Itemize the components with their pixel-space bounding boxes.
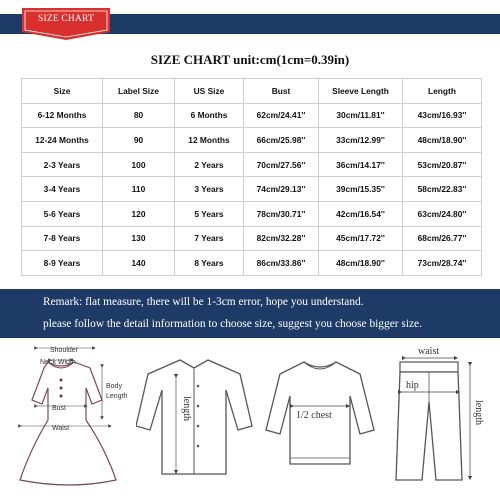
column-header: Sleeve Length <box>319 79 403 104</box>
body-length-label: Length <box>106 393 128 400</box>
table-cell: 12-24 Months <box>22 128 103 153</box>
table-cell: 73cm/28.74'' <box>403 251 482 276</box>
pants-illustration <box>378 340 498 498</box>
table-row <box>22 226 482 251</box>
table-cell: 86cm/33.86'' <box>244 251 319 276</box>
table-row <box>22 128 482 153</box>
table-cell: 58cm/22.83'' <box>403 177 482 202</box>
pants-hip-label: hip <box>406 380 419 391</box>
half-chest-label: 1/2 chest <box>296 410 332 421</box>
table-row <box>22 103 482 128</box>
table-cell: 140 <box>103 251 175 276</box>
column-header: Label Size <box>103 79 175 104</box>
table-cell: 70cm/27.56'' <box>244 152 319 177</box>
table-cell: 6 Months <box>175 103 244 128</box>
body-label: Body <box>106 383 122 390</box>
table-cell: 82cm/32.28'' <box>244 226 319 251</box>
table-cell: 66cm/25.98'' <box>244 128 319 153</box>
table-cell: 5-6 Years <box>22 201 103 226</box>
pants-length-label: length <box>473 400 484 425</box>
table-cell: 74cm/29.13'' <box>244 177 319 202</box>
sweater-illustration <box>264 340 376 498</box>
table-row <box>22 251 482 276</box>
table-cell: 8 Years <box>175 251 244 276</box>
table-cell: 110 <box>103 177 175 202</box>
neck-width-label: Neck Width <box>40 359 76 366</box>
table-cell: 68cm/26.77'' <box>403 226 482 251</box>
pants-waist-label: waist <box>418 346 440 357</box>
table-cell: 3-4 Years <box>22 177 103 202</box>
table-cell: 90 <box>103 128 175 153</box>
table-header-row <box>22 79 482 104</box>
table-row <box>22 152 482 177</box>
column-header: Bust <box>244 79 319 104</box>
table-cell: 7-8 Years <box>22 226 103 251</box>
column-header: Size <box>22 79 103 104</box>
table-row <box>22 201 482 226</box>
table-cell: 7 Years <box>175 226 244 251</box>
table-cell: 130 <box>103 226 175 251</box>
table-cell: 100 <box>103 152 175 177</box>
shirt-illustration <box>136 340 264 498</box>
table-cell: 6-12 Months <box>22 103 103 128</box>
table-cell: 48cm/18.90'' <box>319 251 403 276</box>
table-cell: 39cm/15.35'' <box>319 177 403 202</box>
bust-label: Bust <box>52 405 67 412</box>
table-cell: 48cm/18.90'' <box>403 128 482 153</box>
table-cell: 2-3 Years <box>22 152 103 177</box>
chart-title: SIZE CHART unit:cm(1cm=0.39in) <box>150 52 350 67</box>
table-cell: 43cm/16.93'' <box>403 103 482 128</box>
table-cell: 53cm/20.87'' <box>403 152 482 177</box>
table-cell: 8-9 Years <box>22 251 103 276</box>
column-header: Length <box>403 79 482 104</box>
table-cell: 3 Years <box>175 177 244 202</box>
table-cell: 33cm/12.99'' <box>319 128 403 153</box>
table-cell: 5 Years <box>175 201 244 226</box>
table-cell: 120 <box>103 201 175 226</box>
table-cell: 30cm/11.81'' <box>319 103 403 128</box>
shoulder-label: Shoulder <box>50 347 79 354</box>
table-cell: 80 <box>103 103 175 128</box>
table-cell: 42cm/16.54'' <box>319 201 403 226</box>
shirt-length-label: length <box>181 396 192 421</box>
waist-label: Waist <box>52 425 70 432</box>
size-table <box>21 78 482 276</box>
remark-line-1: Remark: flat measure, there will be 1-3cm error, hope you understand. <box>43 296 364 308</box>
remark-line-2: please follow the detail information to choose size, suggest you choose bigger size. <box>43 318 422 330</box>
ribbon-label: SIZE CHART <box>37 14 95 24</box>
table-cell: 45cm/17.72'' <box>319 226 403 251</box>
table-cell: 62cm/24.41'' <box>244 103 319 128</box>
table-cell: 12 Months <box>175 128 244 153</box>
table-cell: 36cm/14.17'' <box>319 152 403 177</box>
table-cell: 2 Years <box>175 152 244 177</box>
table-row <box>22 177 482 202</box>
table-cell: 78cm/30.71'' <box>244 201 319 226</box>
size-chart-ribbon <box>22 8 110 40</box>
table-cell: 63cm/24.80'' <box>403 201 482 226</box>
column-header: US Size <box>175 79 244 104</box>
dress-illustration <box>6 340 134 498</box>
